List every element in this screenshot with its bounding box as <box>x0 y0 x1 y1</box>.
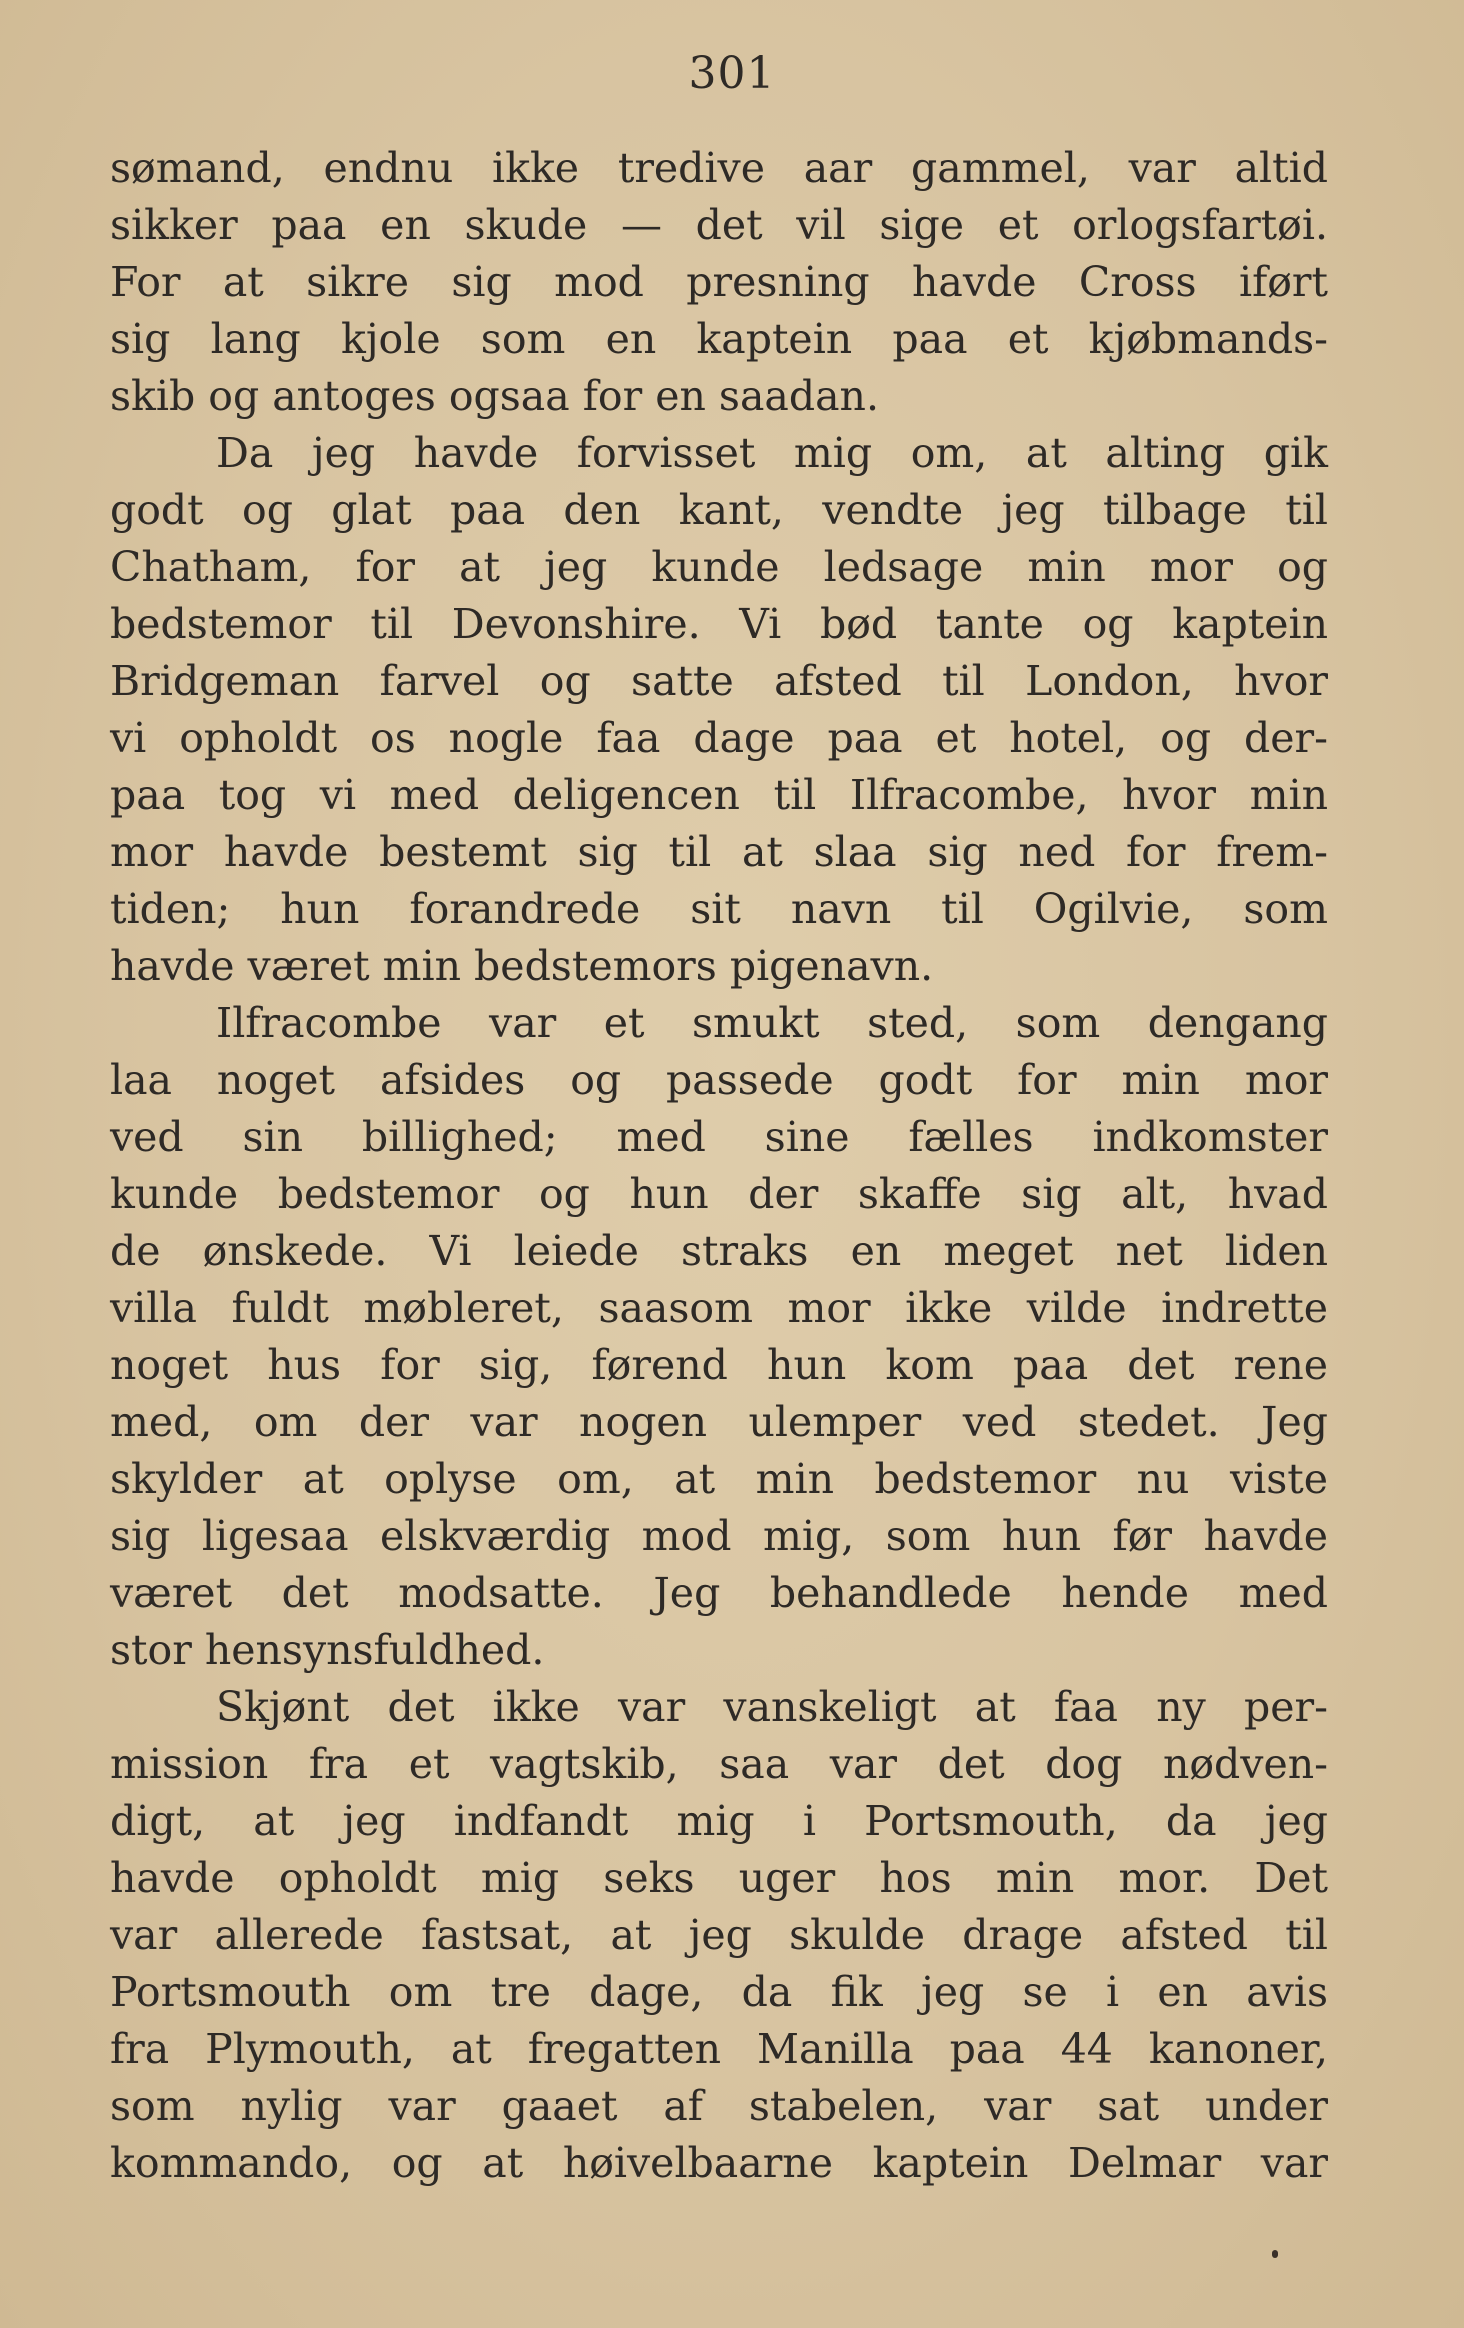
text-line: paa tog vi med deligencen til Ilfracombe, hvor min <box>110 771 1328 819</box>
ink-speck <box>1272 2250 1278 2258</box>
text-line: skib og antoges ogsaa for en saadan. <box>110 372 879 420</box>
text-line: kunde bedstemor og hun der skaffe sig alt, hvad <box>110 1170 1328 1218</box>
text-line: ved sin billighed; med sine fælles indkomster <box>110 1113 1328 1161</box>
text-line: Portsmouth om tre dage, da fik jeg se i en avis <box>110 1968 1328 2016</box>
text-line: fra Plymouth, at fregatten Manilla paa 44 kanoner, <box>110 2025 1328 2073</box>
text-line: bedstemor til Devonshire. Vi bød tante og kaptein <box>110 600 1328 648</box>
text-line: Chatham, for at jeg kunde ledsage min mor og <box>110 543 1328 591</box>
text-line: været det modsatte. Jeg behandlede hende med <box>110 1569 1328 1617</box>
text-line: kommando, og at høivelbaarne kaptein Delmar var <box>110 2139 1328 2187</box>
text-line: havde opholdt mig seks uger hos min mor. Det <box>110 1854 1328 1902</box>
text-line: skylder at oplyse om, at min bedstemor nu viste <box>110 1455 1328 1503</box>
text-line: var allerede fastsat, at jeg skulde drage afsted til <box>110 1911 1328 1959</box>
text-line: stor hensynsfuldhed. <box>110 1626 545 1674</box>
text-line: sig lang kjole som en kaptein paa et kjøbmands- <box>110 315 1328 363</box>
text-line: sømand, endnu ikke tredive aar gammel, var altid <box>110 144 1328 192</box>
text-line: laa noget afsides og passede godt for min mor <box>110 1056 1328 1104</box>
text-line: mission fra et vagtskib, saa var det dog nødven- <box>110 1740 1328 1788</box>
text-line: som nylig var gaaet af stabelen, var sat under <box>110 2082 1328 2130</box>
text-line: Da jeg havde forvisset mig om, at alting gik <box>216 429 1328 477</box>
text-line: Skjønt det ikke var vanskeligt at faa ny per- <box>216 1683 1328 1731</box>
text-line: havde været min bedstemors pigenavn. <box>110 942 934 990</box>
text-line: Bridgeman farvel og satte afsted til London, hvor <box>110 657 1328 705</box>
text-line: sig ligesaa elskværdig mod mig, som hun før havde <box>110 1512 1328 1560</box>
text-line: villa fuldt møbleret, saasom mor ikke vilde indrette <box>110 1284 1328 1332</box>
text-line: med, om der var nogen ulemper ved stedet. Jeg <box>110 1398 1328 1446</box>
text-line: mor havde bestemt sig til at slaa sig ned for frem- <box>110 828 1328 876</box>
text-line: de ønskede. Vi leiede straks en meget net liden <box>110 1227 1328 1275</box>
text-line: godt og glat paa den kant, vendte jeg tilbage til <box>110 486 1328 534</box>
page-number: 301 <box>688 48 776 99</box>
text-line: digt, at jeg indfandt mig i Portsmouth, da jeg <box>110 1797 1328 1845</box>
text-line: Ilfracombe var et smukt sted, som dengang <box>216 999 1328 1047</box>
body-text <box>110 140 1328 2192</box>
text-line: tiden; hun forandrede sit navn til Ogilvie, som <box>110 885 1328 933</box>
text-line: For at sikre sig mod presning havde Cross iført <box>110 258 1328 306</box>
text-line: sikker paa en skude — det vil sige et orlogsfartøi. <box>110 201 1328 249</box>
text-line: noget hus for sig, førend hun kom paa det rene <box>110 1341 1328 1389</box>
text-line: vi opholdt os nogle faa dage paa et hotel, og der- <box>110 714 1328 762</box>
